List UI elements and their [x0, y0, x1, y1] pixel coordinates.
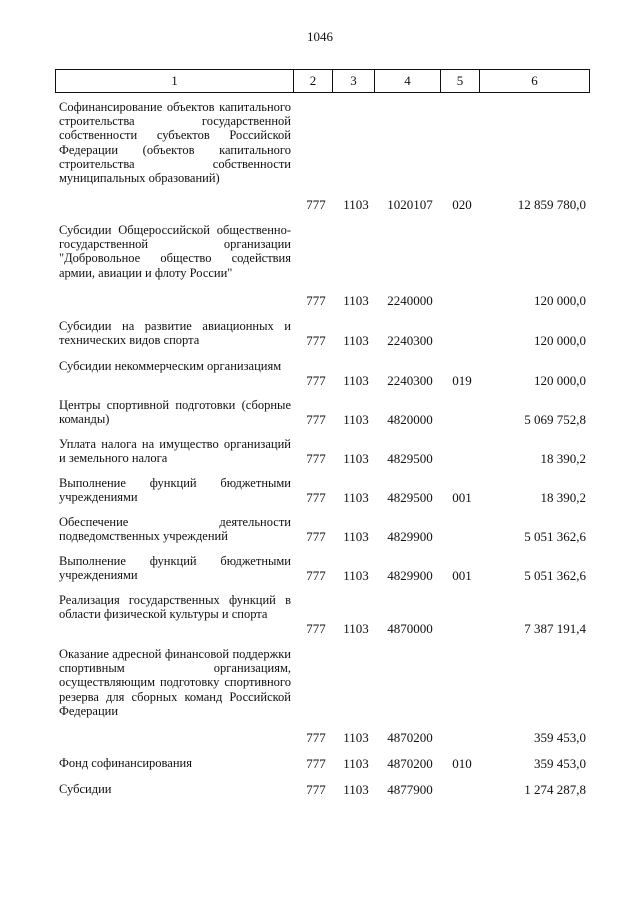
row-target-code: 4870200: [387, 729, 433, 745]
row-amount: 18 390,2: [540, 489, 586, 505]
row-ministry-code: 777: [306, 781, 326, 797]
row-amount: 120 000,0: [534, 332, 586, 348]
row-section-code: 1103: [343, 755, 369, 771]
column-header-table: [55, 69, 590, 93]
row-description: Центры спортивной подготовки (сборные команды): [59, 398, 291, 427]
row-target-code: 1020107: [387, 196, 433, 212]
row-description: Софинансирование объектов капитального строительства государственной собственности субъектов Российской Федерации (объектов капитального строительства собственности муниципальных образований): [59, 100, 291, 186]
table-row: [0, 593, 640, 636]
row-expense-type: 019: [452, 372, 472, 388]
row-section-code: 1103: [343, 450, 369, 466]
row-description: Субсидии Общероссийской общественно-государственной организации "Добровольное общество содействия армии, авиации и флоту России": [59, 223, 291, 280]
row-section-code: 1103: [343, 411, 369, 427]
table-row: [0, 756, 640, 771]
row-target-code: 4829500: [387, 450, 433, 466]
row-ministry-code: 777: [306, 567, 326, 583]
row-target-code: 4870000: [387, 620, 433, 636]
table-row: [0, 223, 640, 308]
row-amount: 120 000,0: [534, 372, 586, 388]
row-expense-type: 001: [452, 567, 472, 583]
row-description: Субсидии: [59, 782, 112, 796]
row-section-code: 1103: [343, 489, 369, 505]
row-ministry-code: 777: [306, 292, 326, 308]
table-row: [0, 554, 640, 583]
row-ministry-code: 777: [306, 755, 326, 771]
row-ministry-code: 777: [306, 620, 326, 636]
table-row: [0, 437, 640, 466]
row-section-code: 1103: [343, 781, 369, 797]
table-row: [0, 476, 640, 505]
table-row: [0, 359, 640, 388]
row-section-code: 1103: [343, 729, 369, 745]
column-header-2: 2: [294, 70, 333, 93]
row-ministry-code: 777: [306, 332, 326, 348]
row-ministry-code: 777: [306, 729, 326, 745]
budget-rows: [0, 100, 640, 797]
row-amount: 359 453,0: [534, 729, 586, 745]
row-description: Оказание адресной финансовой поддержки спортивным организациям, осуществляющим подготовку спортивного резерва для сборных команд Российской Федерации: [59, 647, 291, 718]
row-section-code: 1103: [343, 292, 369, 308]
row-description: Фонд софинансирования: [59, 756, 192, 770]
row-amount: 5 051 362,6: [524, 528, 586, 544]
row-description: Реализация государственных функций в области физической культуры и спорта: [59, 593, 291, 622]
row-ministry-code: 777: [306, 450, 326, 466]
row-target-code: 2240300: [387, 332, 433, 348]
row-expense-type: 010: [452, 755, 472, 771]
row-amount: 1 274 287,8: [524, 781, 586, 797]
row-target-code: 4877900: [387, 781, 433, 797]
row-target-code: 4829900: [387, 567, 433, 583]
row-target-code: 4870200: [387, 755, 433, 771]
row-description: Обеспечение деятельности подведомственных учреждений: [59, 515, 291, 544]
row-section-code: 1103: [343, 372, 369, 388]
table-row: [0, 647, 640, 745]
row-amount: 7 387 191,4: [524, 620, 586, 636]
row-amount: 359 453,0: [534, 755, 586, 771]
row-ministry-code: 777: [306, 411, 326, 427]
column-header-4: 4: [375, 70, 441, 93]
row-description: Выполнение функций бюджетными учреждениями: [59, 554, 291, 583]
row-section-code: 1103: [343, 620, 369, 636]
table-row: [0, 319, 640, 348]
row-description: Выполнение функций бюджетными учреждениями: [59, 476, 291, 505]
table-row: [0, 515, 640, 544]
row-target-code: 2240300: [387, 372, 433, 388]
row-section-code: 1103: [343, 196, 369, 212]
row-section-code: 1103: [343, 567, 369, 583]
table-row: [0, 782, 640, 797]
row-amount: 5 069 752,8: [524, 411, 586, 427]
row-ministry-code: 777: [306, 196, 326, 212]
table-row: [0, 398, 640, 427]
column-header-3: 3: [333, 70, 375, 93]
page-number: 1046: [307, 29, 333, 44]
column-header-5: 5: [441, 70, 480, 93]
row-target-code: 4820000: [387, 411, 433, 427]
row-target-code: 4829500: [387, 489, 433, 505]
column-header-row: [56, 70, 590, 93]
row-ministry-code: 777: [306, 489, 326, 505]
row-ministry-code: 777: [306, 372, 326, 388]
row-description: Уплата налога на имущество организаций и земельного налога: [59, 437, 291, 466]
row-target-code: 2240000: [387, 292, 433, 308]
row-expense-type: 001: [452, 489, 472, 505]
row-description: Субсидии некоммерческим организациям: [59, 359, 282, 373]
row-amount: 120 000,0: [534, 292, 586, 308]
row-amount: 18 390,2: [540, 450, 586, 466]
row-section-code: 1103: [343, 332, 369, 348]
row-expense-type: 020: [452, 196, 472, 212]
row-target-code: 4829900: [387, 528, 433, 544]
row-description: Субсидии на развитие авиационных и технических видов спорта: [59, 319, 291, 348]
row-section-code: 1103: [343, 528, 369, 544]
column-header-1: 1: [56, 70, 294, 93]
row-ministry-code: 777: [306, 528, 326, 544]
column-header-6: 6: [480, 70, 590, 93]
row-amount: 12 859 780,0: [517, 196, 586, 212]
table-row: [0, 100, 640, 212]
row-amount: 5 051 362,6: [524, 567, 586, 583]
